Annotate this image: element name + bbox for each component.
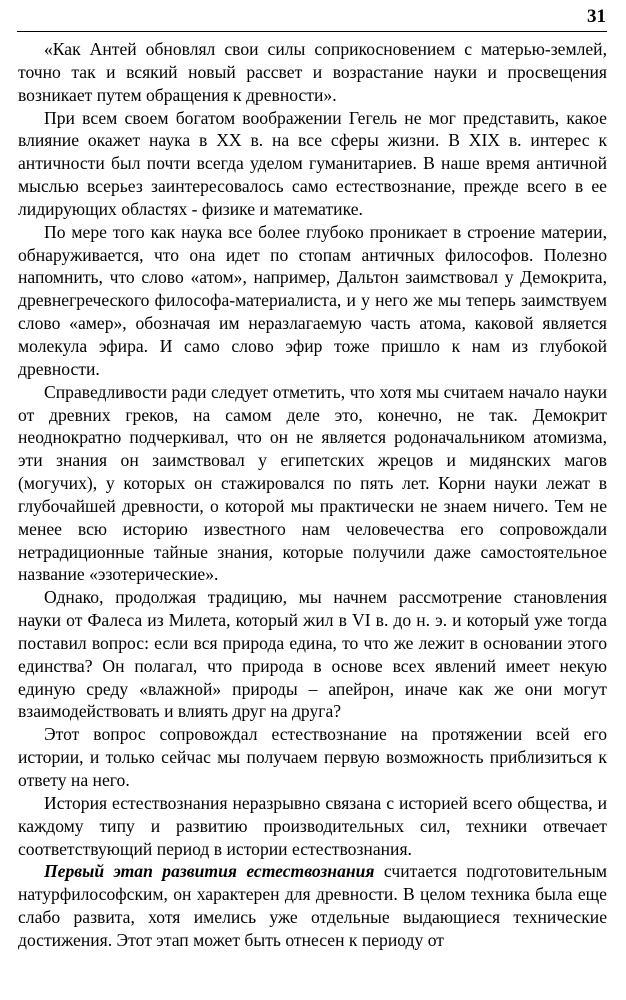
paragraph-question: Этот вопрос сопровождал естествознание на протяжении всей его истории, и только сейчас мы получаем первую возможность приблизиться к ответу на него. (18, 724, 607, 790)
first-stage-text: считается подготовительным натурфилософским, он характерен для древности. В целом техника была еще слабо развита, хотя имелись уже отдельные выдающиеся технические достижения. Этот этап может быть отнесен к периоду от (18, 861, 607, 950)
paragraph-thales: Однако, продолжая традицию, мы начнем рассмотрение становления науки от Фалеса из Милета, который жил в VI в. до н. э. и который уже тогда поставил вопрос: если вся природа едина, то что же лежит в основании этого единства? Он полагал, что природа в основе всех явлений имеет некую единую среду «влажной» природы – апейрон, иначе как же они могут взаимодействовать и влиять друг на друга? (18, 587, 607, 722)
paragraph-hegel: При всем своем богатом воображении Гегель не мог представить, какое влияние окажет наука в XX в. на все сферы жизни. В XIX в. интерес к античности был почти всегда уделом гуманитариев. В наше время античной мыслью всерьез заинтересовалось само естествознание, прежде всего в ее лидирующих областях - физике и математике. (18, 107, 607, 219)
first-stage-heading: Первый этап развития естествознания (44, 861, 375, 882)
paragraph-democritus: Справедливости ради следует отметить, что хотя мы считаем начало науки от древних греков, на самом деле это, конечно, не так. Демокрит неоднократно подчеркивал, что он не является родоначальником атомизма, эти знания он заимствовал у египетских жрецов и мидянских магов (могучих), у которых он стажировался по пять лет. Корни науки лежат в глубочайшей древности, о которой мы практически не знаем ничего. Тем не менее всю историю известного нам человечества его сопровождали нетрадиционные тайные знания, которые получили даже самостоятельное название «эзотерические». (18, 381, 607, 585)
page-number: 31 (587, 6, 606, 27)
header-rule (17, 31, 607, 32)
page-body (18, 38, 607, 952)
paragraph-antaeus-quote: «Как Антей обновлял свои силы соприкосновением с матерью-землей, точно так и всякий новый рассвет и возрастание науки и просвещения возникает путем обращения к древности». (18, 39, 607, 105)
paragraph-first-stage (18, 860, 607, 951)
paragraph-ancient-philosophers: По мере того как наука все более глубоко проникает в строение материи, обнаруживается, что она идет по стопам античных философов. Полезно напомнить, что слово «атом», например, Дальтон заимствовал у Демокрита, древнегреческого философа-материалиста, и у него же мы теперь заимствуем слово «амер», обозначая им неразлагаемую часть атома, каковой является молекула эфира. И само слово эфир тоже пришло к нам из глубокой древности. (18, 221, 607, 379)
paragraph-history: История естествознания неразрывно связана с историей всего общества, и каждому типу и развитию производительных сил, техники отвечает соответствующий период в истории естествознания. (18, 792, 607, 859)
